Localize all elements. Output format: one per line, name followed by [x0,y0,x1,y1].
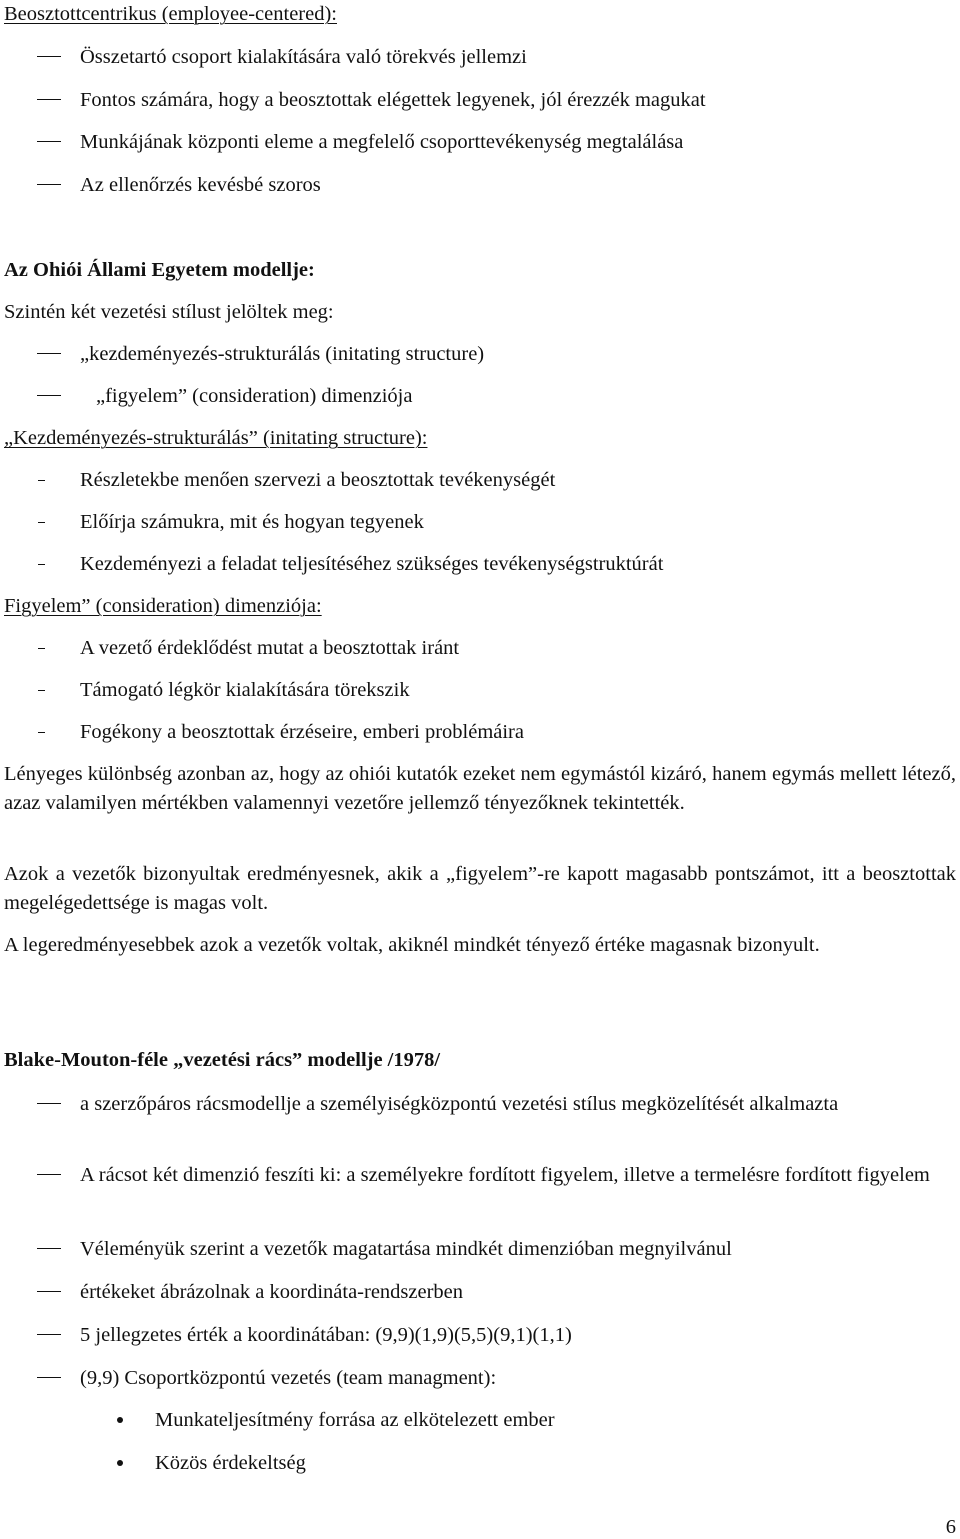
paragraph: Lényeges különbség azonban az, hogy az ohiói kutatók ezeket nem egymástól kizáró, hanem egymás mellett létező, azaz valamilyen mértékben valamennyi vezetőre jellemző tényezőknek tekintették. [4,763,956,814]
list-item: Véleményük szerint a vezetők magatartása mindkét dimenzióban megnyilvánul [80,1238,732,1260]
subheading-initiating-structure: „Kezdeményezés-strukturálás” (initating structure): [4,427,428,449]
list-item: A rácsot két dimenzió feszíti ki: a személyekre fordított figyelem, illetve a termelésre fordított figyelem [80,1164,930,1186]
section-heading-blake-mouton: Blake-Mouton-féle „vezetési rács” modellje /1978/ [4,1049,441,1071]
list-item: A vezető érdeklődést mutat a beosztottak iránt [80,637,460,659]
list-item: Fontos számára, hogy a beosztottak elégettek legyenek, jól érezzék magukat [80,89,706,111]
list-item: „figyelem” (consideration) dimenziója [96,385,413,407]
list-item: értékeket ábrázolnak a koordináta-rendszerben [80,1281,464,1303]
page-number: 6 [945,1516,956,1538]
list-item: Részletekbe menően szervezi a beosztottak tevékenységét [80,469,556,491]
paragraph: A legeredményesebbek azok a vezetők voltak, akiknél mindkét tényező értéke magasnak bizonyult. [4,934,820,956]
subheading-consideration: Figyelem” (consideration) dimenziója: [4,595,322,617]
paragraph: Azok a vezetők bizonyultak eredményesnek, akik a „figyelem”-re kapott magasabb pontszámot, itt a beosztottak megelégedettsége is magas volt. [4,863,956,914]
section-heading-employee-centered: Beosztottcentrikus (employee-centered): [4,3,337,25]
list-item: „kezdeményezés-strukturálás (initating structure) [80,343,485,365]
list-item: (9,9) Csoportközpontú vezetés (team managment): [80,1367,497,1389]
list-item: Az ellenőrzés kevésbé szoros [80,174,321,196]
bullet-item: Közös érdekeltség [155,1451,306,1475]
list-item: a szerzőpáros rácsmodellje a személyiségközpontú vezetési stílus megközelítését alkalmazta [80,1093,839,1115]
intro-text: Szintén két vezetési stílust jelöltek meg: [4,301,334,323]
list-item: Támogató légkör kialakítására törekszik [80,679,410,701]
list-item: 5 jellegzetes érték a koordinátában: (9,9)(1,9)(5,5)(9,1)(1,1) [80,1324,572,1346]
list-item: Munkájának központi eleme a megfelelő csoporttevékenység megtalálása [80,131,684,153]
bullet-item: Munkateljesítmény forrása az elkötelezett ember [155,1408,555,1432]
list-item: Előírja számukra, mit és hogyan tegyenek [80,511,424,533]
list-item: Fogékony a beosztottak érzéseire, emberi problémáira [80,721,524,743]
list-item: Összetartó csoport kialakítására való törekvés jellemzi [80,46,527,68]
section-heading-ohio-model: Az Ohiói Állami Egyetem modellje: [4,259,315,281]
list-item: Kezdeményezi a feladat teljesítéséhez szükséges tevékenységstruktúrát [80,553,664,575]
